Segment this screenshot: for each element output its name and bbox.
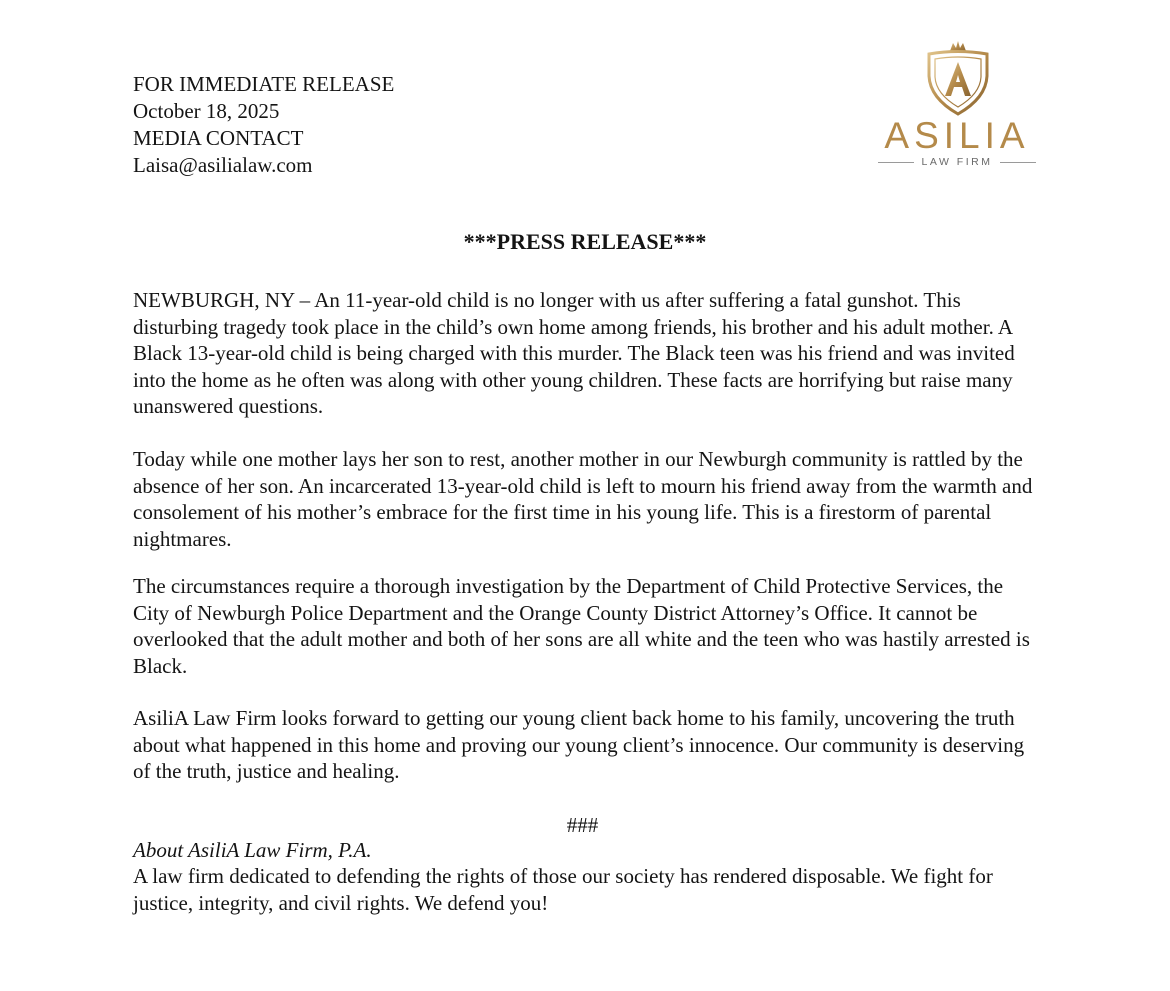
paragraph-1: NEWBURGH, NY – An 11-year-old child is no longer with us after suffering a fatal gunshot. This disturbing tragedy took place in the child’s own home among friends, his brother and his adult mother. A Black 13-year-old child is being charged with this murder. The Black teen was his friend and was invited into the home as he often was along with other young children. These facts are horrifying but raise many unanswered questions. (133, 288, 1015, 418)
media-contact-email: Laisa@asilialaw.com (133, 153, 313, 177)
about-text: A law firm dedicated to defending the rights of those our society has rendered disposable. We fight for justice, integrity, and civil rights. We defend you! (133, 864, 993, 915)
release-date: October 18, 2025 (133, 99, 280, 123)
paragraph-4: AsiliA Law Firm looks forward to getting our young client back home to his family, uncovering the truth about what happened in this home and proving our young client’s innocence. Our community is deserving of the truth, justice and healing. (133, 706, 1025, 783)
paragraph-2: Today while one mother lays her son to rest, another mother in our Newburgh community is rattled by the absence of her son. An incarcerated 13-year-old child is left to mourn his friend away from the warmth and consolement of his mother’s embrace for the first time in his young life. This is a firestorm of parental nightmares. (133, 447, 1033, 551)
logo-rule-right (1000, 162, 1036, 163)
logo-subtitle (878, 156, 1036, 168)
about-heading: About AsiliA Law Firm, P.A. (133, 838, 372, 862)
media-contact-label: MEDIA CONTACT (133, 126, 304, 150)
logo-wordmark: ASILIA (884, 115, 1030, 156)
shield-crown-a-icon (923, 40, 993, 116)
release-header (133, 71, 394, 179)
paragraph-3: The circumstances require a thorough investigation by the Department of Child Protective Services, the City of Newburgh Police Department and the Orange County District Attorney’s Office. It cannot be overlooked that the adult mother and both of her sons are all white and the teen who was hastily arrested is Black. (133, 574, 1030, 678)
firm-logo (872, 40, 1042, 180)
logo-subtitle-text: LAW FIRM (921, 156, 993, 168)
logo-rule-left (878, 162, 914, 163)
document-title: ***PRESS RELEASE*** (463, 229, 707, 254)
release-notice: FOR IMMEDIATE RELEASE (133, 72, 395, 96)
end-separator: ### (566, 813, 599, 837)
